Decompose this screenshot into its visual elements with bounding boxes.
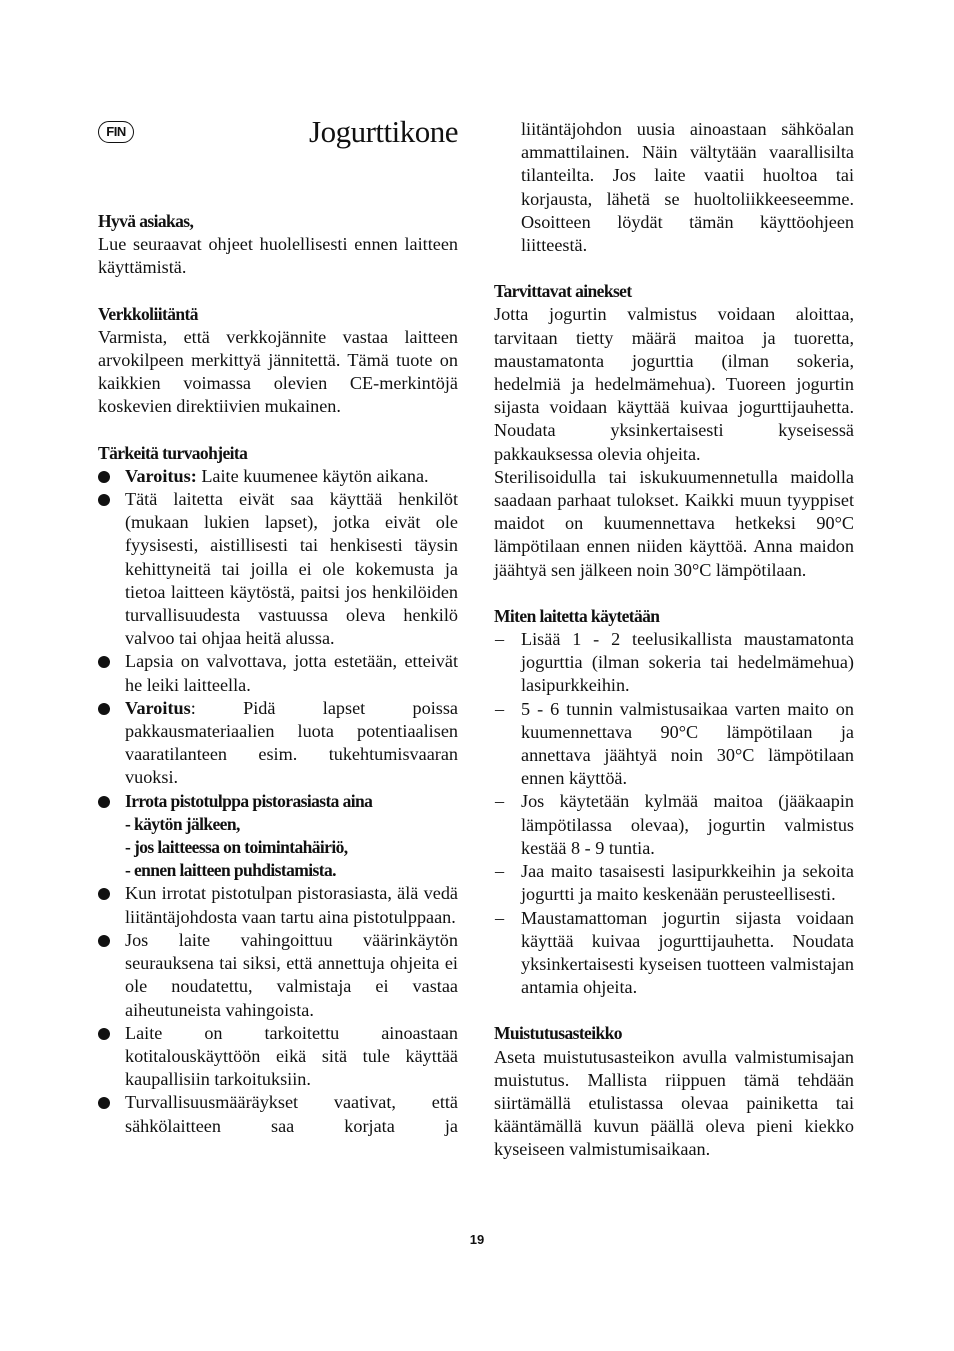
bullet-icon <box>98 1028 110 1040</box>
continuation-section <box>494 118 854 257</box>
language-badge: FIN <box>98 121 134 143</box>
dash-icon: – <box>495 907 505 928</box>
list-item <box>494 907 854 1000</box>
list-item <box>98 697 458 790</box>
bullet-icon <box>98 888 110 900</box>
list-item <box>98 465 458 488</box>
list-item-text: Tätä laitetta eivät saa käyttää henkilöt (mukaan lukien lapset), jotka eivät ole fyysisesti, aistillisesti tai henkisesti täysin kehittyneitä tai joilla ei ole kokemusta ja tietoa laitteen käytöstä, paitsi jos henkilöiden turvallisuudesta vastuussa oleva henkilö valvoo tai ohjaa heitä alussa. <box>125 489 458 649</box>
ingredients-section <box>494 280 854 582</box>
dash-icon: – <box>495 861 505 882</box>
safety-heading: Tärkeitä turvaohjeita <box>98 442 248 463</box>
list-item <box>98 488 458 650</box>
list-item <box>98 650 458 696</box>
list-item-text: Turvallisuusmääräykset vaativat, että sähkölaitteen saa korjata ja <box>125 1092 458 1136</box>
list-item <box>494 698 854 791</box>
list-item-text: Laite on tarkoitettu ainoastaan kotitalouskäyttöön eikä sitä tule käyttää kaupallisiin tarkoituksiin. <box>125 1022 458 1090</box>
ingredients-text: Jotta jogurtin valmistus voidaan aloittaa, tarvitaan tietty määrä maitoa ja tuoretta, maustamatonta jogurttia (ilman sokeria, hedelmiä ja hedelmämehua). Tuoreen jogurtin sijasta voidaan käyttää kuivaa jogurttijauhetta. Noudata yksinkertaisesti kyseisessä pakkauksessa olevia ohjeita. <box>494 304 854 464</box>
greeting-text: Lue seuraavat ohjeet huolellisesti ennen laitteen käyttämistä. <box>98 234 458 278</box>
list-item-text: Laite kuumenee käytön aikana. <box>196 465 429 486</box>
ingredients-heading: Tarvittavat ainekset <box>494 281 632 302</box>
unplug-title: Irrota pistotulppa pistorasiasta aina <box>125 790 373 811</box>
greeting-heading: Hyvä asiakas, <box>98 211 194 231</box>
list-item-text: Lisää 1 - 2 teelusikallista maustamatonta jogurttia (ilman sokeria tai hedelmämehua) lasipurkkeihin. <box>521 629 854 696</box>
list-item <box>98 1091 458 1137</box>
page-title: Jogurttikone <box>309 114 458 149</box>
ingredients-text: Sterilisoidulla tai iskukuumennetulla maidolla saadaan parhaat tulokset. Kaikki muun tyyppiset maidot on kuumennettava hetkeksi 90°C lämpötilaan ennen niiden käyttöä. Anna maidon jäähtyä sen jälkeen noin 30°C lämpötilaan. <box>494 466 854 580</box>
power-heading: Verkkoliitäntä <box>98 303 198 324</box>
usage-list <box>494 628 854 999</box>
page-number: 19 <box>469 1232 485 1247</box>
safety-section <box>98 442 458 1138</box>
list-item-text: 5 - 6 tunnin valmistusaikaa varten maito on kuumennettava 90°C lämpötilaan ja annettava jäähtyä noin 30°C lämpötilaan ennen käyttöä. <box>521 698 854 789</box>
warning-label: Varoitus: <box>125 465 197 486</box>
list-item-text: Jos käytetään kylmää maitoa (jääkaapin lämpötilassa olevaa), jogurtin valmistus kestää 8 - 9 tuntia. <box>521 791 854 858</box>
power-section <box>98 303 458 419</box>
list-item <box>98 882 458 928</box>
right-column <box>494 118 854 1162</box>
dash-icon: – <box>495 698 505 719</box>
list-item-text: Maustamattoman jogurtin sijasta voidaan käyttää kuivaa jogurttijauhetta. Noudata yksinkertaisesti kyseisen tuotteen valmistajan antamia ohjeita. <box>521 907 854 998</box>
unplug-sub: - käytön jälkeen, <box>125 813 240 834</box>
list-item-text: Jos laite vahingoittuu väärinkäytön seurauksena tai siksi, että annettuja ohjeita ei ole noudatettu, valmistaja ei vastaa aiheutuneista vahingoista. <box>125 929 458 1020</box>
bullet-icon <box>98 935 110 947</box>
list-item <box>98 790 458 883</box>
dash-icon: – <box>495 791 505 812</box>
reminder-heading: Muistutusasteikko <box>494 1023 622 1044</box>
list-item <box>98 929 458 1022</box>
bullet-icon <box>98 494 110 506</box>
unplug-sub: - jos laitteessa on toimintahäiriö, <box>125 837 348 858</box>
list-item <box>98 1022 458 1092</box>
list-item-text: Jaa maito tasaisesti lasipurkkeihin ja sekoita jogurtti ja maito keskenään perusteellisesti. <box>521 861 854 905</box>
bullet-icon <box>98 1097 110 1109</box>
reminder-section <box>494 1022 854 1161</box>
bullet-icon <box>98 656 110 668</box>
list-item-text: : Pidä lapset poissa pakkausmateriaalien luota potentiaalisen vaaratilanteen esim. tukehtumisvaaran vuoksi. <box>125 697 458 788</box>
safety-list <box>98 465 458 1138</box>
power-text: Varmista, että verkkojännite vastaa laitteen arvokilpeen merkittyä jännitettä. Tämä tuote on kaikkien voimassa olevien CE-merkintöjä koskevien direktiivien mukainen. <box>98 326 458 417</box>
left-column <box>98 118 458 1138</box>
warning-label: Varoitus <box>125 697 191 718</box>
dash-icon: – <box>495 629 505 650</box>
list-item-text: Kun irrotat pistotulpan pistorasiasta, älä vedä liitäntäjohdosta vaan tartu aina pistotulppaan. <box>125 883 458 927</box>
bullet-icon <box>98 796 110 808</box>
continuation-text: liitäntäjohdon uusia ainoastaan sähköalan ammattilainen. Näin vältytään vaarallisilta tilanteilta. Jos laite vaatii huoltoa tai korjausta, lähetä se huoltoliikkeeseemme. Osoitteen löydät tämän käyttöohjeen liitteestä. <box>521 119 854 256</box>
list-item <box>494 790 854 860</box>
greeting-section <box>98 210 458 280</box>
list-item-text: Lapsia on valvottava, jotta estetään, etteivät he leiki laitteella. <box>125 651 458 695</box>
unplug-sub: - ennen laitteen puhdistamista. <box>125 860 336 881</box>
list-item <box>494 628 854 698</box>
reminder-text: Aseta muistutusasteikon avulla valmistumisajan muistutus. Mallista riippuen tämä tehdään siirtämällä etulistassa olevaa painiketta tai kääntämällä kuvun päällä oleva pieni kiekko kyseiseen valmistumisaikaan. <box>494 1046 854 1160</box>
list-item <box>494 860 854 906</box>
bullet-icon <box>98 471 110 483</box>
usage-section <box>494 605 854 999</box>
bullet-icon <box>98 703 110 715</box>
usage-heading: Miten laitetta käytetään <box>494 605 660 626</box>
